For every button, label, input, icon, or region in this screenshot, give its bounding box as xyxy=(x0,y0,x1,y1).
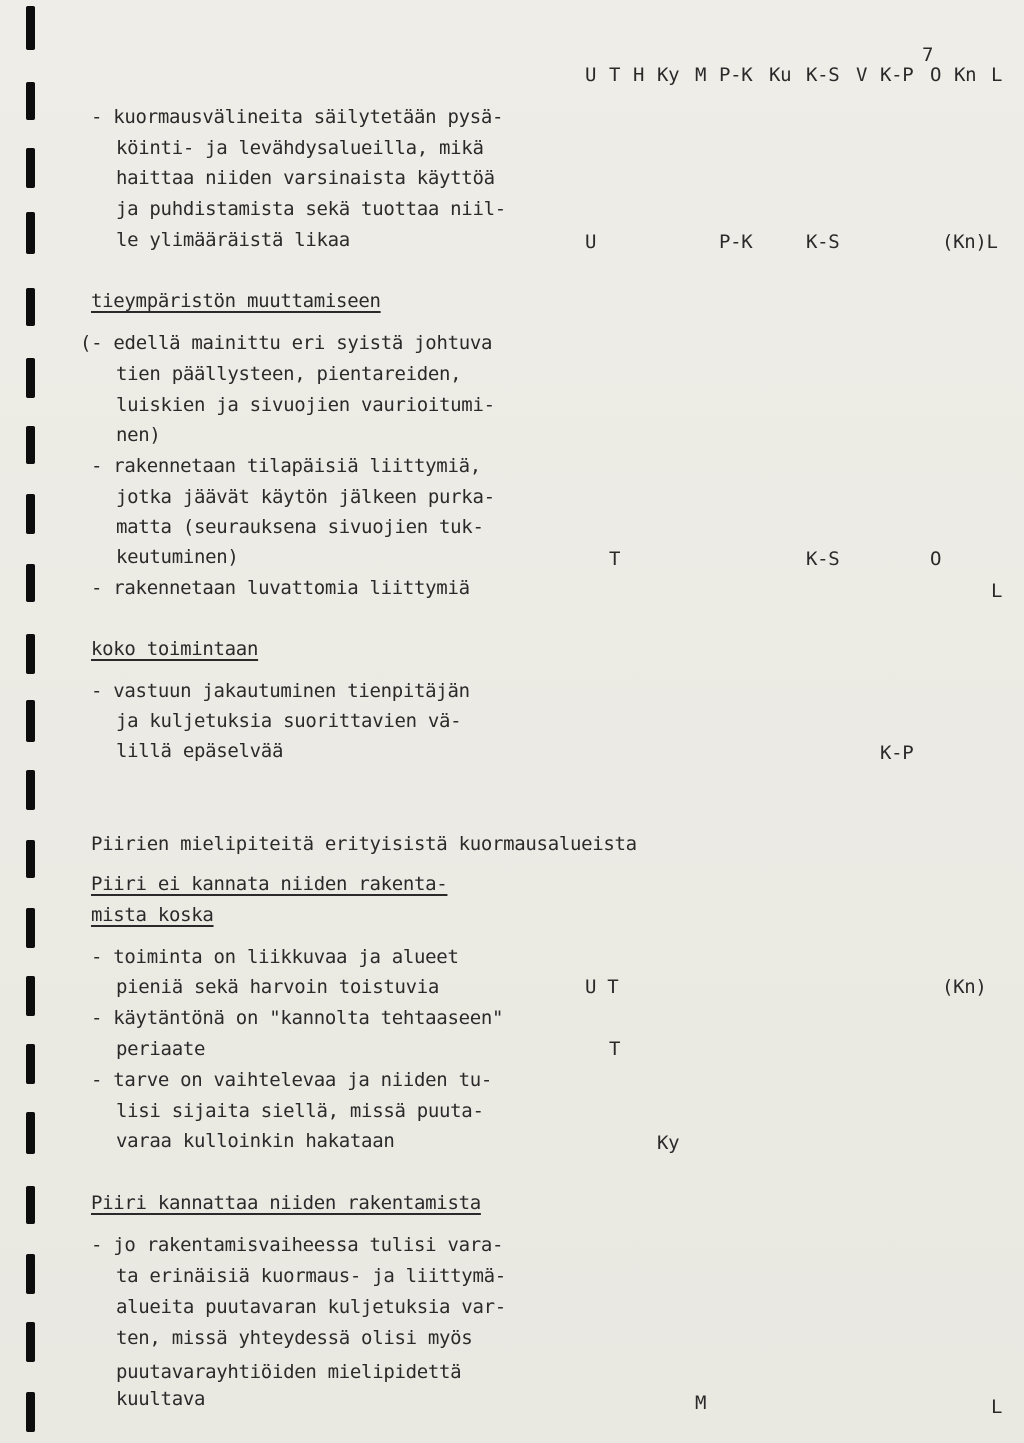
column-mark: Ky xyxy=(657,1132,680,1154)
text-line: kuultava xyxy=(116,1388,206,1410)
binding-mark xyxy=(26,148,35,188)
column-mark: L xyxy=(991,1396,1003,1418)
text-line: periaate xyxy=(116,1038,206,1060)
column-header-kn: Kn xyxy=(954,64,977,86)
text-line: - jo rakentamisvaiheessa tulisi vara- xyxy=(91,1234,504,1256)
column-mark: (Kn) xyxy=(942,976,987,998)
binding-mark xyxy=(26,6,35,50)
column-mark: (Kn)L xyxy=(942,231,998,253)
text-line: tien päällysteen, pientareiden, xyxy=(116,363,462,385)
binding-mark xyxy=(26,1112,35,1154)
text-line: haittaa niiden varsinaista käyttöä xyxy=(116,167,495,189)
page-number: 7 xyxy=(922,44,934,66)
text-line: ta erinäisiä kuormaus- ja liittymä- xyxy=(116,1265,506,1287)
column-header-pk: P-K xyxy=(719,64,753,86)
binding-mark xyxy=(26,1254,35,1294)
column-header-t: T xyxy=(609,64,621,86)
binding-mark xyxy=(26,358,35,398)
section-heading: Piiri ei kannata niiden rakenta- xyxy=(91,873,448,895)
column-mark: K-S xyxy=(806,231,840,253)
text-line: (- edellä mainittu eri syistä johtuva xyxy=(80,332,493,354)
binding-mark xyxy=(26,770,35,810)
column-mark: T xyxy=(609,548,621,570)
binding-mark xyxy=(26,840,35,878)
column-mark: K-S xyxy=(806,548,840,570)
binding-mark xyxy=(26,1044,35,1084)
binding-mark xyxy=(26,1186,35,1224)
text-line: - toiminta on liikkuvaa ja alueet xyxy=(91,946,459,968)
column-header-kp: K-P xyxy=(880,64,914,86)
column-header-ky: Ky xyxy=(657,64,680,86)
binding-mark xyxy=(26,634,35,674)
text-line: - vastuun jakautuminen tienpitäjän xyxy=(91,680,470,702)
column-header-o: O xyxy=(930,64,942,86)
text-line: nen) xyxy=(116,424,161,446)
column-header xyxy=(0,64,1024,86)
text-line: ja puhdistamista sekä tuottaa niil- xyxy=(116,198,506,220)
text-line: lillä epäselvää xyxy=(116,740,284,762)
text-line: - rakennetaan luvattomia liittymiä xyxy=(91,577,470,599)
column-mark: O xyxy=(930,548,942,570)
column-mark: U xyxy=(585,231,597,253)
binding-mark xyxy=(26,976,35,1016)
binding-mark xyxy=(26,82,35,120)
binding-mark xyxy=(26,426,35,464)
binding-mark xyxy=(26,288,35,326)
binding-mark xyxy=(26,494,35,534)
text-line: matta (seurauksena sivuojien tuk- xyxy=(116,516,484,538)
text-line: - kuormausvälineita säilytetään pysä- xyxy=(91,106,504,128)
column-header-ku: Ku xyxy=(769,64,792,86)
text-line: pieniä sekä harvoin toistuvia xyxy=(116,976,440,998)
column-mark: K-P xyxy=(880,742,914,764)
text-line: ten, missä yhteydessä olisi myös xyxy=(116,1327,473,1349)
binding-mark xyxy=(26,908,35,948)
text-line: luiskien ja sivuojien vaurioitumi- xyxy=(116,394,495,416)
paragraph-title: Piirien mielipiteitä erityisistä kuormausalueista xyxy=(91,833,637,855)
column-mark: L xyxy=(991,580,1003,602)
text-line: varaa kulloinkin hakataan xyxy=(116,1130,395,1152)
text-line: - rakennetaan tilapäisiä liittymiä, xyxy=(91,455,481,477)
binding-mark xyxy=(26,700,35,742)
column-mark: T xyxy=(609,1038,621,1060)
column-header-v: V xyxy=(856,64,868,86)
text-line: lisi sijaita siellä, missä puuta- xyxy=(116,1100,484,1122)
binding-mark xyxy=(26,1392,35,1432)
column-mark: M xyxy=(695,1392,707,1414)
column-header-h: H xyxy=(633,64,645,86)
section-heading: tieympäristön muuttamiseen xyxy=(91,290,381,312)
column-header-l: L xyxy=(991,64,1003,86)
column-mark: P-K xyxy=(719,231,753,253)
column-header-m: M xyxy=(695,64,707,86)
column-mark: U T xyxy=(585,976,619,998)
binding-mark xyxy=(26,212,35,254)
text-line: ja kuljetuksia suorittavien vä- xyxy=(116,710,462,732)
text-line: köinti- ja levähdysalueilla, mikä xyxy=(116,137,484,159)
text-line: puutavarayhtiöiden mielipidettä xyxy=(116,1361,462,1383)
text-line: - tarve on vaihtelevaa ja niiden tu- xyxy=(91,1069,493,1091)
column-header-u: U xyxy=(585,64,597,86)
text-line: alueita puutavaran kuljetuksia var- xyxy=(116,1296,506,1318)
binding-mark xyxy=(26,564,35,602)
section-heading: mista koska xyxy=(91,904,214,926)
text-line: le ylimääräistä likaa xyxy=(116,229,350,251)
binding-mark xyxy=(26,1322,35,1362)
text-line: jotka jäävät käytön jälkeen purka- xyxy=(116,486,495,508)
section-heading: Piiri kannattaa niiden rakentamista xyxy=(91,1192,481,1214)
section-heading: koko toimintaan xyxy=(91,638,259,660)
column-header-ks: K-S xyxy=(806,64,840,86)
text-line: - käytäntönä on "kannolta tehtaaseen" xyxy=(91,1007,504,1029)
text-line: keutuminen) xyxy=(116,546,239,568)
